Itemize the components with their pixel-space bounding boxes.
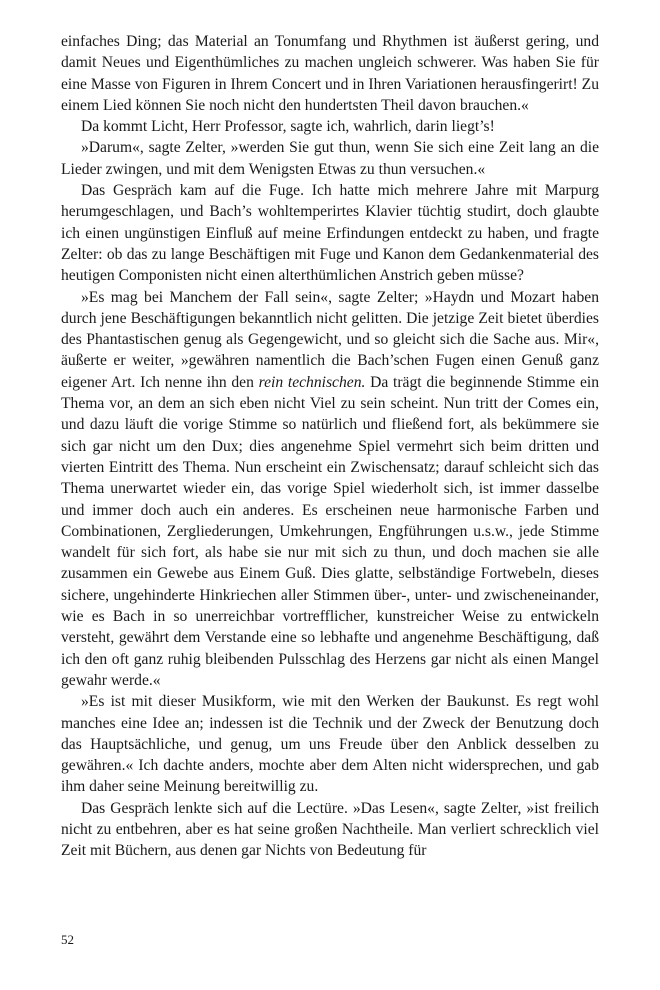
paragraph-1-continued: einfaches Ding; das Material an Tonumfang und Rhythmen ist äußerst gering, und damit Neues und Eigenthümliches zu machen ungleich schwerer. Was haben Sie für eine Masse von Figuren in Ihrem Concert und in Ihren Variationen herausfingerirt! Zu einem Lied können Sie noch nicht den hundertsten Theil davon brauchen.« [61,33,599,114]
paragraph-5-text-before: »Es mag bei Manchem der Fall sein«, sagte Zelter; »Haydn und Mozart haben durch jene Beschäftigungen bekanntlich nicht gelitten. Die jetzige Zeit bietet überdies des Phantastischen genug als Gegengewicht, und so gleicht sich die Sache aus. Mir«, äußerte er weiter, »gewähren namentlich die Bach’schen Fugen einen Genuß ganz eigener Art. Ich nenne ihn den [61,288,599,391]
paragraph-6: »Es ist mit dieser Musikform, wie mit den Werken der Baukunst. Es regt wohl manches eine Idee an; indessen ist die Technik und der Zweck der Benutzung doch das Hauptsächliche, und genug, um uns Freude über den Anblick desselben zu gewähren.« Ich dachte anders, mochte aber dem Alten nicht widersprechen, und gab ihm daher seine Meinung bereitwillig zu. [61,693,599,796]
paragraph-5 [61,287,599,692]
paragraph-4: Das Gespräch kam auf die Fuge. Ich hatte mich mehrere Jahre mit Marpurg herumgeschlagen, und Bach’s wohltemperirtes Klavier tüchtig studirt, doch glaubte ich einen ungünstigen Einfluß auf meine Erfindungen entdeckt zu haben, und fragte Zelter: ob das zu lange Beschäftigen mit Fuge und Kanon dem Gedankenmaterial des heutigen Componisten nicht einen alterthümlichen Anstrich geben müsse? [61,182,599,285]
page-number: 52 [61,932,74,947]
paragraph-5-emphasis: rein technischen. [258,373,366,391]
paragraph-7: Das Gespräch lenkte sich auf die Lectüre. »Das Lesen«, sagte Zelter, »ist freilich nicht zu entbehren, aber es hat seine großen Nachtheile. Man verliert schrecklich viel Zeit mit Büchern, aus denen gar Nichts von Bedeutung für [61,799,599,860]
page-body [61,31,599,862]
paragraph-3: »Darum«, sagte Zelter, »werden Sie gut thun, wenn Sie sich eine Zeit lang an die Lieder zwingen, und mit dem Wenigsten Etwas zu thun versuchen.« [61,139,599,178]
paragraph-2: Da kommt Licht, Herr Professor, sagte ich, wahrlich, darin liegt’s! [81,118,495,136]
paragraph-5-text-after: Da trägt die beginnende Stimme ein Thema vor, an dem an sich eben nicht Viel zu sein scheint. Nun tritt der Comes ein, und dazu läuft die vorige Stimme so natürlich und fließend fort, als bekümmere sie sich gar nicht um den Dux; dies angenehme Spiel vermehrt sich beim dritten und vierten Eintritt des Thema. Nun erscheint ein Zwischensatz; darauf schleicht sich das Thema unerwartet wieder ein, das vorige Spiel wiederholt sich, ist immer dasselbe und immer doch auch ein anderes. Es erscheinen neue harmonische Farben und Combinationen, Zergliederungen, Umkehrungen, Engführungen u.s.w., jede Stimme wandelt für sich fort, als habe sie nur mit sich zu thun, und doch machen sie alle zusammen ein Gewebe aus Einem Guß. Dies glatte, selbständige Fortwebeln, dieses sichere, ungehinderte Hinkriechen aller Stimmen über-, unter- und zwischeneinander, wie es Bach in so unerreichbar vortrefflicher, kunstreicher Weise zu entwickeln versteht, gewährt dem Verstande eine so lebhafte und angenehme Beschäftigung, daß ich den oft ganz ruhig bleibenden Pulsschlag des Herzens gar nicht als einen Mangel gewahr werde.« [61,373,599,689]
